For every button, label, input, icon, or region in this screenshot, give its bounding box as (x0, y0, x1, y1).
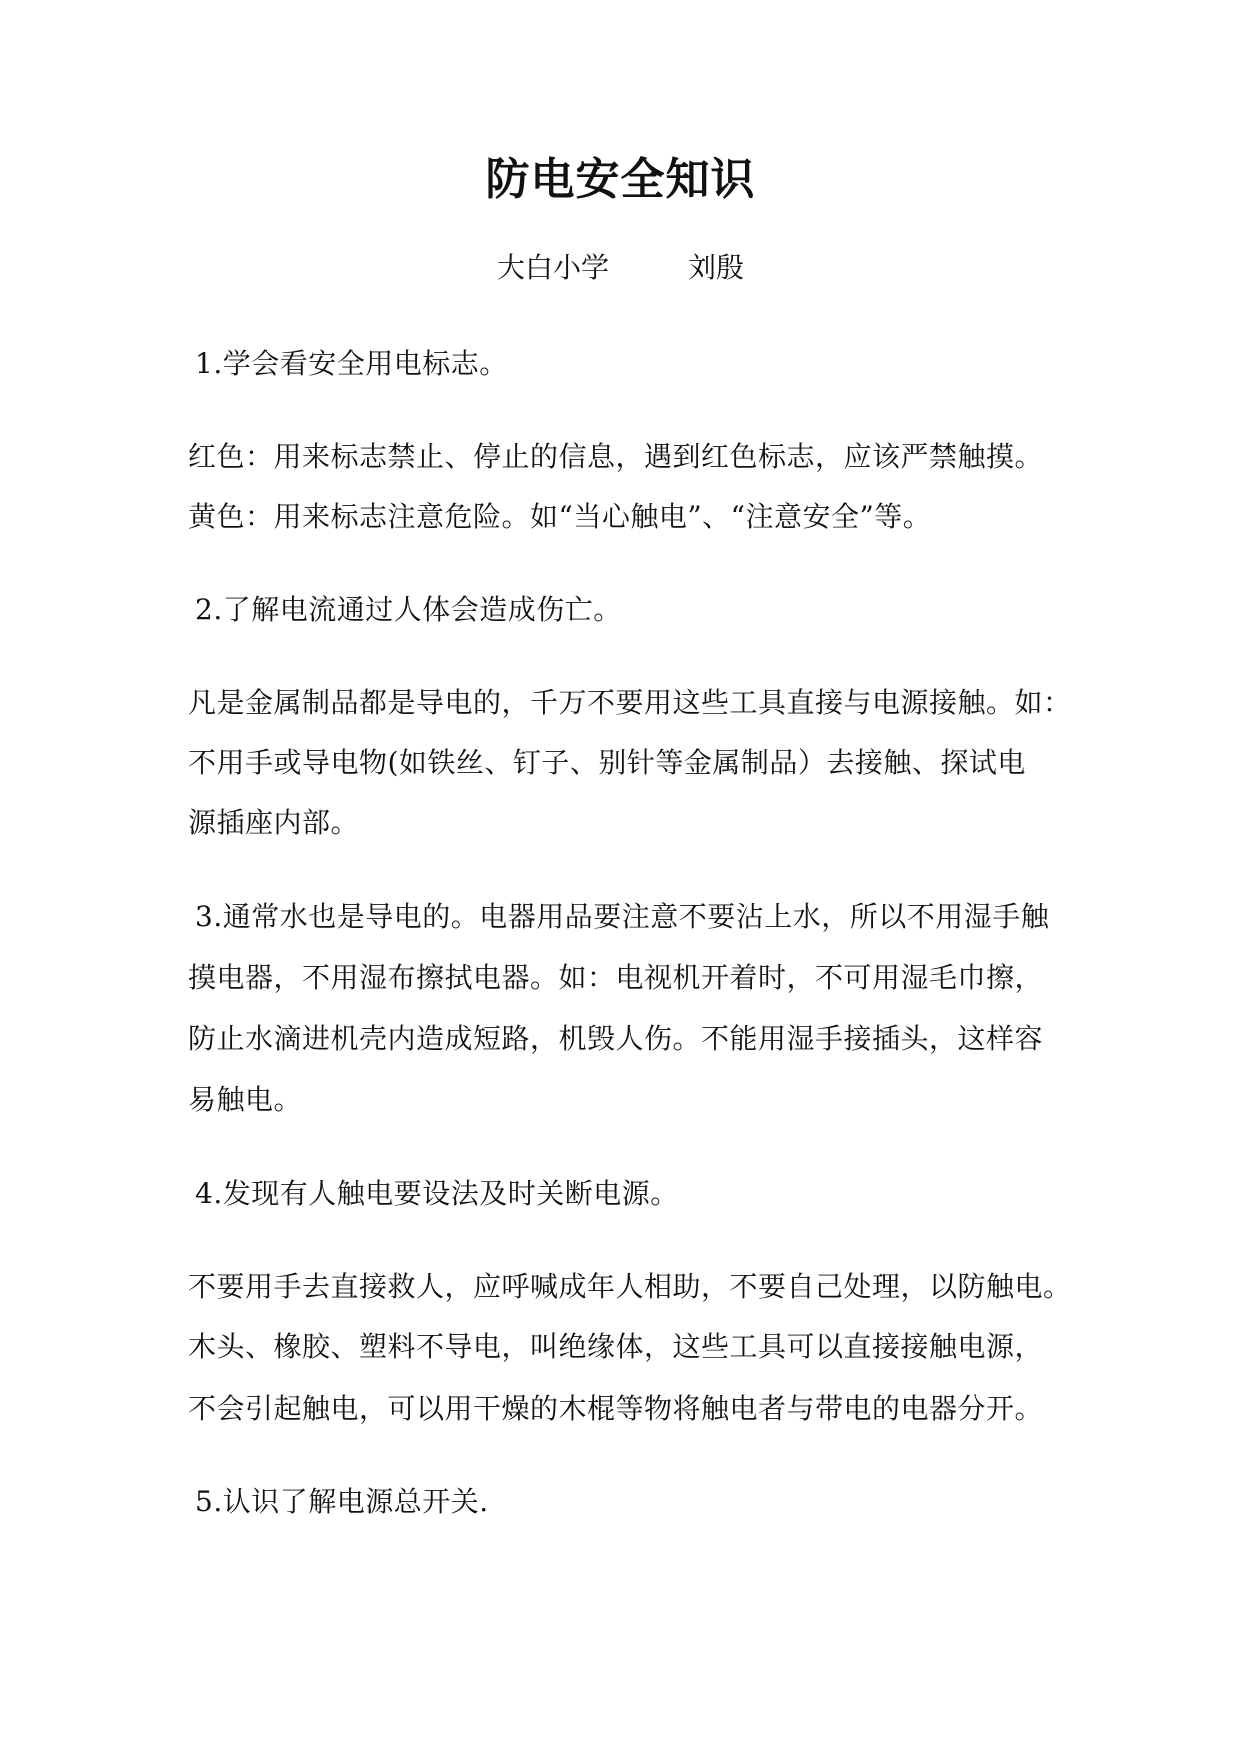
author-name: 刘殷 (687, 251, 744, 284)
section-4-line-3: 不会引起触电，可以用干燥的木棍等物将触电者与带电的电器分开。 (188, 1392, 1044, 1425)
section-5-heading: 5.认识了解电源总开关. (195, 1485, 489, 1518)
section-1-line-2: 黄色：用来标志注意危险。如“当心触电”、“注意安全”等。 (188, 500, 932, 533)
section-4-heading: 4.发现有人触电要设法及时关断电源。 (195, 1177, 679, 1210)
section-2-line-1: 凡是金属制品都是导电的，千万不要用这些工具直接与电源接触。如： (188, 686, 1072, 719)
section-4-line-2: 木头、橡胶、塑料不导电，叫绝缘体，这些工具可以直接接触电源， (188, 1330, 1044, 1363)
section-4-line-1: 不要用手去直接救人，应呼喊成年人相助，不要自己处理，以防触电。 (188, 1270, 1072, 1303)
section-2-line-2: 不用手或导电物(如铁丝、钉子、别针等金属制品）去接触、探试电 (188, 746, 1026, 779)
author-line (0, 248, 1241, 288)
school-name: 大白小学 (497, 251, 610, 284)
section-2-heading: 2.了解电流通过人体会造成伤亡。 (195, 593, 622, 626)
section-2-line-3: 源插座内部。 (188, 806, 360, 839)
section-1-heading: 1.学会看安全用电标志。 (195, 347, 508, 380)
section-3-line-2: 防止水滴进机壳内造成短路，机毁人伤。不能用湿手接插头，这样容 (188, 1022, 1044, 1055)
section-3-line-3: 易触电。 (188, 1083, 303, 1116)
section-3-heading: 3.通常水也是导电的。电器用品要注意不要沾上水，所以不用湿手触 (195, 900, 1050, 933)
document-title: 防电安全知识 (485, 154, 756, 205)
section-1-line-1: 红色：用来标志禁止、停止的信息，遇到红色标志，应该严禁触摸。 (188, 440, 1044, 473)
section-3-line-1: 摸电器，不用湿布擦拭电器。如：电视机开着时，不可用湿毛巾擦， (188, 961, 1044, 994)
